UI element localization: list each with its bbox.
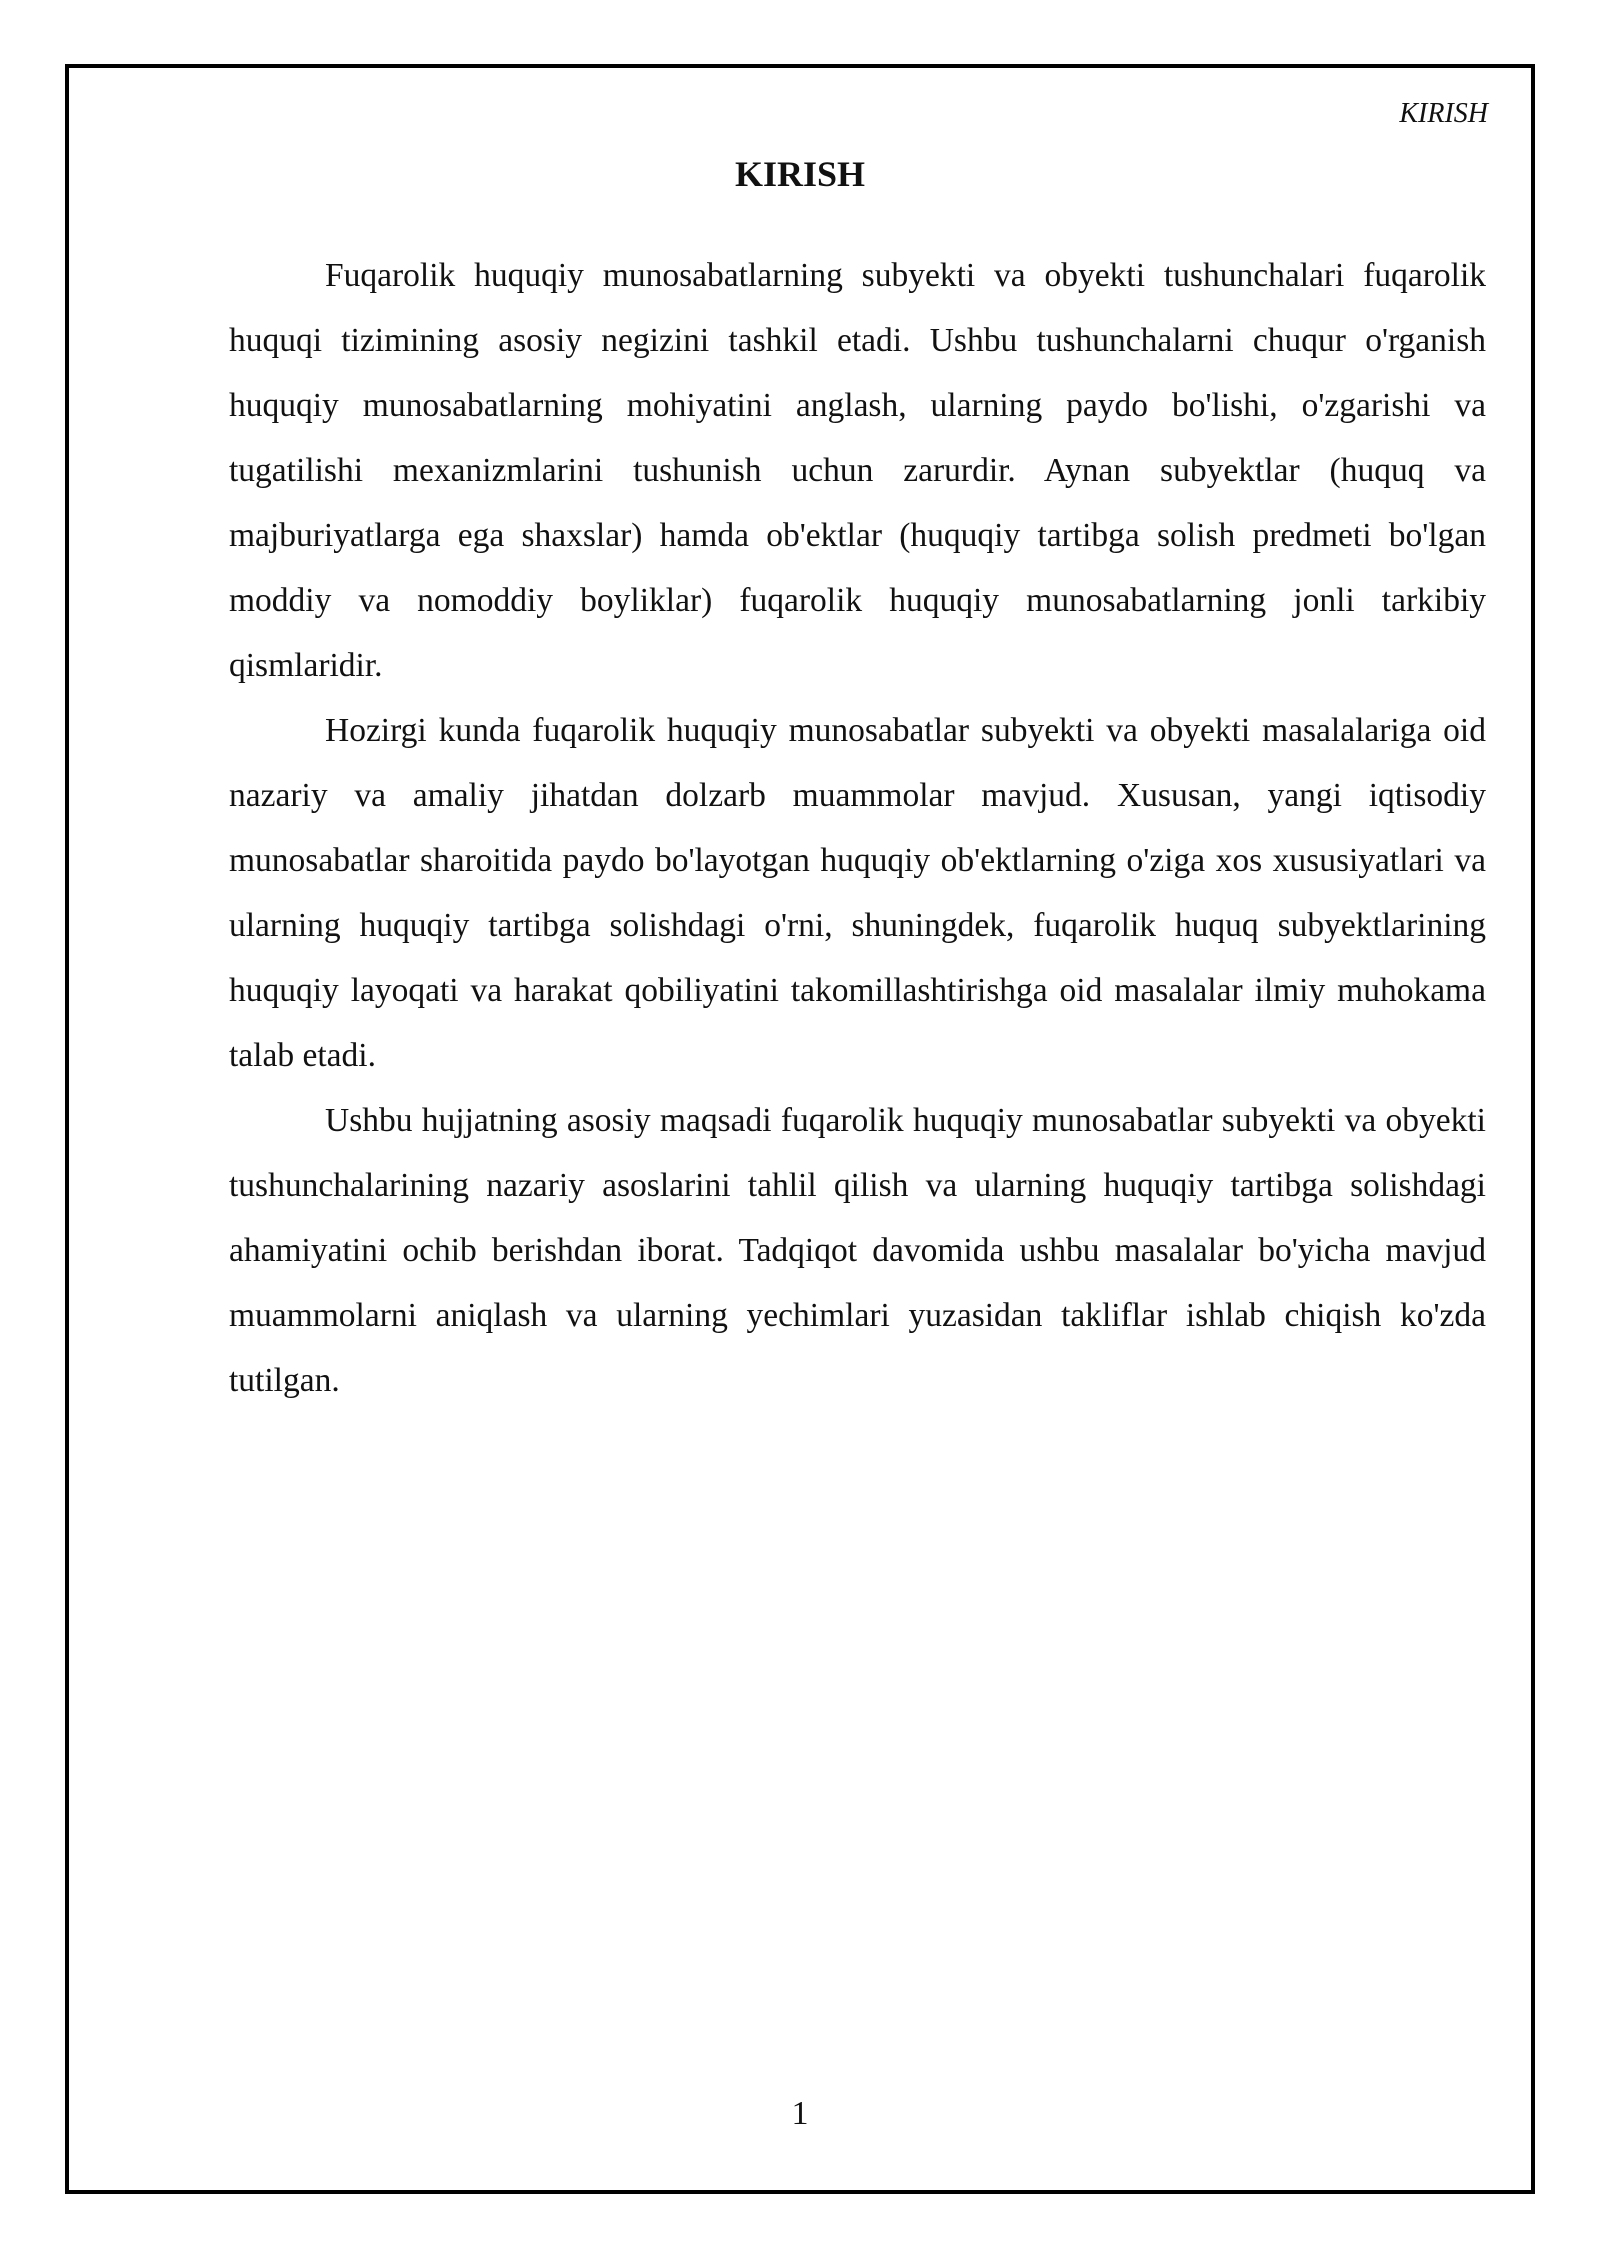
paragraph-1: Fuqarolik huquqiy munosabatlarning subyekti va obyekti tushunchalari fuqarolik huquqi tizimining asosiy negizini tashkil etadi. Ushbu tushunchalarni chuqur o'rganish huquqiy munosabatlarning mohiyatini anglash, ularning paydo bo'lishi, o'zgarishi va tugatilishi mexanizmlarini tushunish uchun zarurdir. Aynan subyektlar (huquq va majburiyatlarga ega shaxslar) hamda ob'ektlar (huquqiy tartibga solish predmeti bo'lgan moddiy va nomoddiy boyliklar) fuqarolik huquqiy munosabatlarning jonli tarkibiy qismlaridir.: [229, 257, 1486, 684]
paragraph-2: Hozirgi kunda fuqarolik huquqiy munosabatlar subyekti va obyekti masalalariga oid nazariy va amaliy jihatdan dolzarb muammolar mavjud. Xususan, yangi iqtisodiy munosabatlar sharoitida paydo bo'layotgan huquqiy ob'ektlarning o'ziga xos xususiyatlari va ularning huquqiy tartibga solishdagi o'rni, shuningdek, fuqarolik huquq subyektlarining huquqiy layoqati va harakat qobiliyatini takomillashtirishga oid masalalar ilmiy muhokama talab etadi.: [229, 712, 1486, 1074]
paragraph-3: Ushbu hujjatning asosiy maqsadi fuqarolik huquqiy munosabatlar subyekti va obyekti tushunchalarining nazariy asoslarini tahlil qilish va ularning huquqiy tartibga solishdagi ahamiyatini ochib berishdan iborat. Tadqiqot davomida ushbu masalalar bo'yicha mavjud muammolarni aniqlash va ularning yechimlari yuzasidan takliflar ishlab chiqish ko'zda tutilgan.: [229, 1102, 1486, 1399]
body-text: [229, 243, 1486, 1413]
page-title: KIRISH: [734, 154, 866, 194]
running-header: KIRISH: [1399, 98, 1488, 129]
page-number: 1: [791, 2095, 809, 2132]
